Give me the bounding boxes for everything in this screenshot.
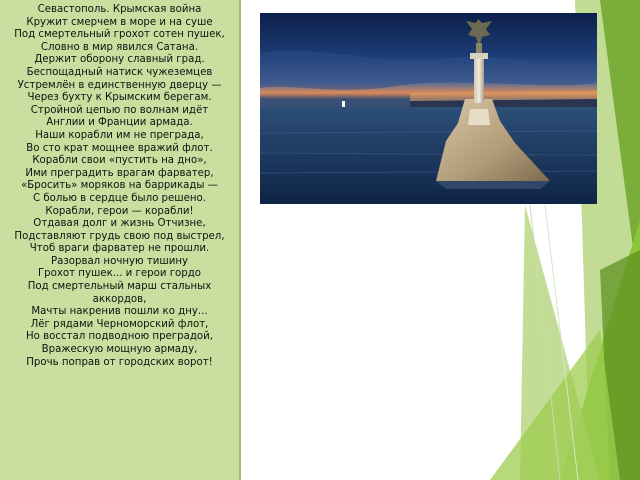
poem-line: Грохот пушек... и герои гордо bbox=[37, 268, 202, 280]
lighthouse bbox=[342, 101, 345, 107]
poem-line: Чтоб враги фарватер не прошли. bbox=[29, 243, 210, 255]
poem-line: Разорвал ночную тишину bbox=[50, 255, 189, 267]
column-capital bbox=[470, 53, 488, 59]
poem-line: Наши корабли им не преграда, bbox=[35, 129, 204, 141]
monument-pedestal bbox=[468, 109, 490, 125]
statue-base bbox=[476, 43, 482, 53]
poem-line: Корабли, герои — корабли! bbox=[45, 205, 194, 217]
poem-line: Устремлён в единственную дверцу — bbox=[17, 79, 222, 91]
poem-line: Но восстал подводною преградой, bbox=[25, 331, 214, 343]
poem-line: Лёг рядами Черноморский флот, bbox=[30, 318, 209, 330]
poem-line: С болью в сердце было решено. bbox=[32, 192, 207, 204]
poem-line: Подставляют грудь свою под выстрел, bbox=[14, 230, 225, 242]
monument-to-scuttled-ships-photo bbox=[260, 13, 597, 204]
poem-line: Под смертельный марш стальных аккордов, bbox=[27, 281, 212, 305]
poem-line: Англии и Франции армада. bbox=[46, 117, 193, 129]
monument-column bbox=[474, 59, 484, 103]
poem-line: Словно в мир явился Сатана. bbox=[40, 41, 199, 53]
monument-photo-drawing bbox=[260, 13, 597, 204]
poem-line: Во сто крат мощнее вражий флот. bbox=[26, 142, 213, 154]
poem-line: Корабли свои «пустить на дно», bbox=[32, 155, 207, 167]
sea bbox=[260, 107, 597, 204]
poem-line: Севастополь. Крымская война bbox=[37, 4, 202, 15]
poem-line: «Бросить» моряков на баррикады — bbox=[21, 180, 218, 192]
poem-line: Мачты накренив пошли ко дну... bbox=[31, 306, 208, 318]
poem-line: Стройной цепью по волнам идёт bbox=[30, 104, 209, 116]
poem-line: Вражескую мощную армаду, bbox=[41, 344, 198, 356]
poem-line: Держит оборону славный град. bbox=[34, 54, 205, 66]
poem-line: Отдавая долг и жизнь Отчизне, bbox=[33, 218, 206, 230]
poem-line: Под смертельный грохот сотен пушек, bbox=[14, 29, 225, 41]
poem-panel bbox=[0, 0, 241, 480]
poem-line: Прочь поправ от городских ворот! bbox=[26, 356, 213, 368]
poem-line: Через бухту к Крымским берегам. bbox=[27, 92, 212, 104]
rock-reflection bbox=[436, 181, 550, 189]
poem-line: Ими преградить врагам фарватер, bbox=[25, 167, 214, 179]
poem-line: Кружит смерчем в море и на суше bbox=[26, 16, 213, 28]
poem-line: Беспощадный натиск чужеземцев bbox=[26, 66, 213, 78]
